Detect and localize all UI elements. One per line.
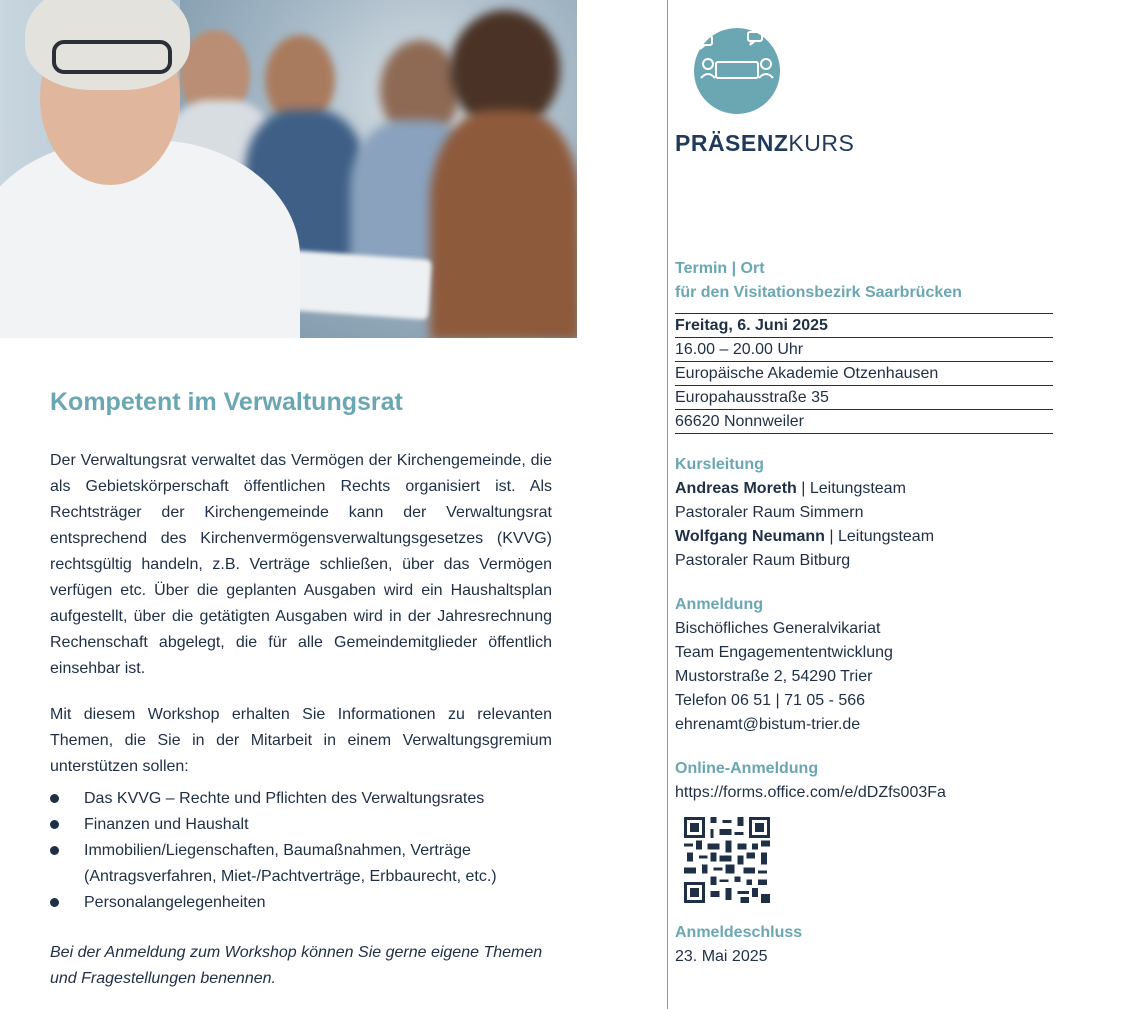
online-heading: Online-Anmeldung <box>675 760 819 777</box>
termin-time: 16.00 – 20.00 Uhr <box>675 338 1053 362</box>
leader-place: Pastoraler Raum Simmern <box>675 504 864 521</box>
termin-venue: Europäische Akademie Otzenhausen <box>675 362 1053 386</box>
termin-street: Europahausstraße 35 <box>675 386 1053 410</box>
registration-url[interactable]: https://forms.office.com/e/dDZfs003Fa <box>675 784 946 801</box>
termin-section <box>675 257 1053 434</box>
termin-date: Freitag, 6. Juni 2025 <box>675 313 1053 338</box>
email-link[interactable]: ehrenamt@bistum-trier.de <box>675 716 861 733</box>
leader-name: Andreas Moreth <box>675 480 797 497</box>
phone-number: Telefon 06 51 | 71 05 - 566 <box>675 692 866 709</box>
header-photo <box>0 0 577 338</box>
meeting-table-chat-icon <box>694 28 780 114</box>
list-item: Finanzen und Haushalt <box>50 812 552 838</box>
note-text: Bei der Anmeldung zum Workshop können Sie gerne eigene Themen und Fragestellungen benennen. <box>50 944 543 987</box>
deadline-date: 23. Mai 2025 <box>675 948 768 965</box>
kursleitung-section: Kursleitung Andreas Moreth | Leitungsteam Pastoraler Raum Simmern Wolfgang Neumann | Leitungsteam Pastoraler Raum Bitburg <box>675 453 1053 573</box>
leader-place: Pastoraler Raum Bitburg <box>675 552 851 569</box>
termin-subheading: für den Visitationsbezirk Saarbrücken <box>675 284 962 301</box>
qr-code-icon[interactable] <box>684 817 770 903</box>
workshop-paragraph: Mit diesem Workshop erhalten Sie Informationen zu relevanten Themen, die Sie in der Mitarbeit in einem Verwaltungsgremium unterstützen sollen: <box>50 706 552 775</box>
list-item: Personalangelegenheiten <box>50 890 552 916</box>
intro-paragraph: Der Verwaltungsrat verwaltet das Vermögen der Kirchengemeinde, die als Gebietskörperschaft öffentlichen Rechts organisiert ist. Als Rechtsträger der Kirchengemeinde kann der Verwaltungsrat entsprechend des Kirchenvermögensverwaltungsgesetzes (KVVG) rechtsgültig handeln, z.B. Verträge schließen, über das Vermögen verfügen etc. Über die geplanten Ausgaben wird ein Haushaltsplan aufgestellt, über die getätigten Ausgaben wird in der Jahresrechnung Rechenschaft abgelegt, die für alle Gemeindemitglieder öffentlich einsehbar ist. <box>50 452 552 677</box>
list-item: Immobilien/Liegenschaften, Baumaßnahmen, Verträge (Antragsverfahren, Miet-/Pachtverträge, Erbbaurecht, etc.) <box>50 838 552 890</box>
termin-city: 66620 Nonnweiler <box>675 410 1053 434</box>
leader-name: Wolfgang Neumann <box>675 528 825 545</box>
topic-list <box>50 786 552 916</box>
list-item: Das KVVG – Rechte und Pflichten des Verwaltungsrates <box>50 786 552 812</box>
anmeldung-line: Bischöfliches Generalvikariat <box>675 620 881 637</box>
termin-heading: Termin | Ort <box>675 260 765 277</box>
column-divider <box>667 0 668 1009</box>
online-section <box>675 757 1053 805</box>
anmeldung-section <box>675 593 1053 737</box>
deadline-heading: Anmeldeschluss <box>675 924 803 941</box>
course-type-label: PRÄSENZKURS <box>675 130 855 156</box>
headline: Kompetent im Verwaltungsrat <box>50 388 403 416</box>
anmeldung-line: Team Engagemententwicklung <box>675 644 893 661</box>
anmeldung-line: Mustorstraße 2, 54290 Trier <box>675 668 873 685</box>
schluss-section <box>675 921 1053 969</box>
anmeldung-heading: Anmeldung <box>675 596 763 613</box>
kursleitung-heading: Kursleitung <box>675 456 764 473</box>
